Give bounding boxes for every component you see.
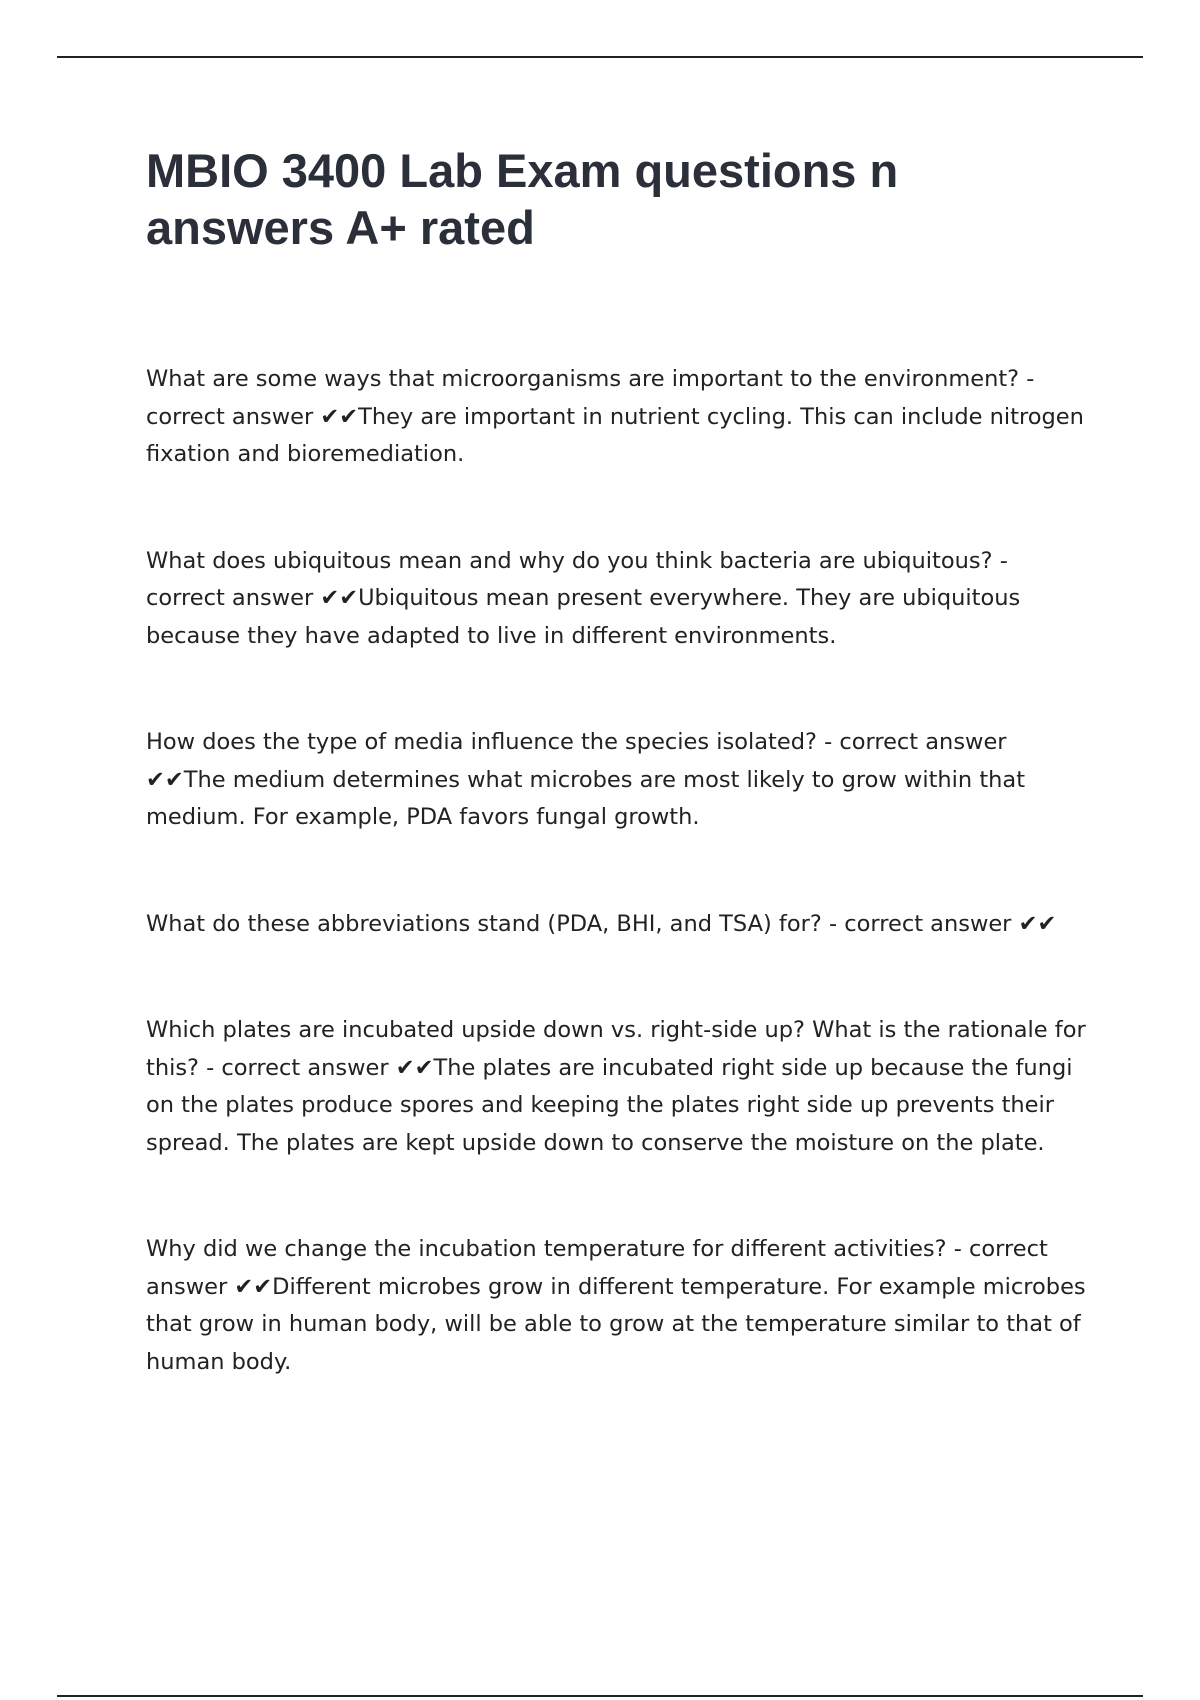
checkmark-icon: ✔✔ (234, 1273, 273, 1300)
checkmark-icon: ✔✔ (395, 1054, 434, 1081)
document-body (146, 142, 1086, 1450)
qa-item (146, 361, 1086, 474)
question-text: How does the type of media influence the species isolated? - correct answer (146, 729, 1007, 755)
qa-item (146, 906, 1086, 944)
answer-text: Different microbes grow in different temperature. For example microbes that grow in human body, will be able to grow at the temperature similar to that of human body. (146, 1273, 1086, 1375)
footer-rule (57, 1695, 1143, 1697)
question-text: What are some ways that microorganisms are important to the environment? - correct answer (146, 366, 1035, 430)
question-text: Which plates are incubated upside down vs. right-side up? What is the rationale for this? - correct answer (146, 1017, 1086, 1081)
header-rule (57, 56, 1143, 58)
checkmark-icon: ✔✔ (146, 766, 184, 793)
document-title: MBIO 3400 Lab Exam questions n answers A+ rated (146, 144, 899, 254)
question-text: What does ubiquitous mean and why do you think bacteria are ubiquitous? - correct answer (146, 547, 1008, 611)
answer-text: Ubiquitous mean present everywhere. They are ubiquitous because they have adapted to live in different environments. (146, 585, 1021, 649)
checkmark-icon: ✔✔ (320, 585, 359, 611)
qa-list (146, 361, 1086, 1381)
qa-item (146, 724, 1086, 837)
qa-item (146, 1012, 1086, 1162)
answer-text: They are important in nutrient cycling. This can include nitrogen fixation and bioremediation. (146, 403, 1084, 467)
qa-item (146, 1231, 1086, 1381)
answer-text: The medium determines what microbes are most likely to grow within that medium. For example, PDA favors fungal growth. (146, 766, 1026, 830)
question-text: What do these abbreviations stand (PDA, BHI, and TSA) for? - correct answer (146, 910, 1019, 937)
answer-text: The plates are incubated right side up because the fungi on the plates produce spores and keeping the plates right side up prevents their spread. The plates are kept upside down to conserve the moisture on the plate. (146, 1054, 1073, 1156)
question-text: Why did we change the incubation temperature for different activities? - correct answer (146, 1236, 1048, 1300)
qa-item (146, 543, 1086, 656)
checkmark-icon: ✔✔ (320, 403, 359, 430)
checkmark-icon: ✔✔ (1018, 910, 1057, 937)
